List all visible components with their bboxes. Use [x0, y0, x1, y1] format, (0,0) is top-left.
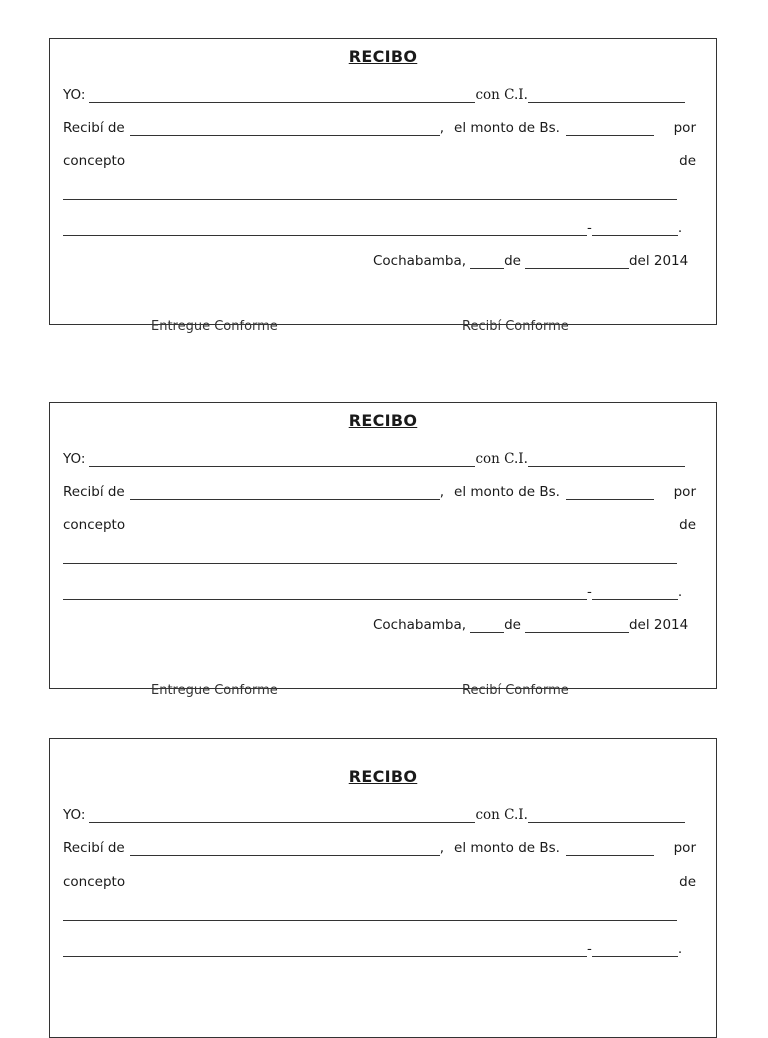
recibi-blank: [130, 843, 440, 856]
concepto-blank-2: [63, 223, 587, 236]
date-line: [373, 617, 696, 633]
recibi-blank: [130, 487, 440, 500]
concepto-label: concepto: [63, 153, 126, 169]
year-label: del 2014: [628, 617, 689, 633]
concepto-line: [63, 517, 696, 533]
comma: ,: [439, 840, 445, 856]
concepto-blank-3: [592, 944, 678, 957]
concepto-blank-line-2: [63, 584, 696, 600]
monto-blank: [566, 123, 654, 136]
comma: ,: [439, 120, 445, 136]
yo-line: [63, 87, 696, 103]
date-de: de: [504, 253, 521, 269]
de-label: de: [679, 874, 696, 890]
concepto-blank-1: [63, 908, 677, 921]
yo-blank: [89, 90, 475, 103]
ci-label: con C.I.: [475, 807, 528, 823]
concepto-blank-1: [63, 551, 677, 564]
yo-line: [63, 807, 696, 823]
concepto-line: [63, 874, 696, 890]
comma: ,: [439, 484, 445, 500]
recibi-blank: [130, 123, 440, 136]
sign-right-2: Recibí Conforme: [462, 683, 569, 698]
sign-left-1: Entregue Conforme: [151, 319, 278, 334]
day-blank: [470, 620, 504, 633]
monto-label: el monto de Bs.: [454, 120, 560, 136]
yo-line: [63, 451, 696, 467]
recibi-label: Recibí de: [63, 120, 125, 136]
yo-blank: [89, 810, 475, 823]
de-label: de: [679, 153, 696, 169]
yo-label: YO:: [63, 807, 86, 823]
por-label: por: [673, 120, 696, 136]
receipt-title: RECIBO: [348, 767, 418, 786]
de-label: de: [679, 517, 696, 533]
monto-blank: [566, 843, 654, 856]
ci-label: con C.I.: [475, 451, 528, 467]
sign-right-1: Recibí Conforme: [462, 319, 569, 334]
monto-blank: [566, 487, 654, 500]
yo-label: YO:: [63, 451, 86, 467]
recibi-line: [63, 120, 696, 136]
concepto-blank-3: [592, 223, 678, 236]
ci-label: con C.I.: [475, 87, 528, 103]
receipt-2: [49, 402, 717, 689]
ci-blank: [528, 454, 685, 467]
por-label: por: [673, 484, 696, 500]
dash: -: [587, 220, 592, 236]
concepto-blank-2: [63, 944, 587, 957]
year-label: del 2014: [628, 253, 689, 269]
receipt-title: RECIBO: [348, 411, 418, 430]
month-blank: [525, 620, 629, 633]
recibi-label: Recibí de: [63, 840, 125, 856]
concepto-blank-2: [63, 587, 587, 600]
recibi-line: [63, 840, 696, 856]
city-label: Cochabamba,: [373, 617, 467, 633]
concepto-blank-1: [63, 187, 677, 200]
monto-label: el monto de Bs.: [454, 840, 560, 856]
ci-blank: [528, 90, 685, 103]
month-blank: [525, 256, 629, 269]
receipt-1: [49, 38, 717, 325]
concepto-blank-3: [592, 587, 678, 600]
concepto-blank-line-2: [63, 941, 696, 957]
concepto-blank-line-1: [63, 551, 696, 564]
yo-blank: [89, 454, 475, 467]
recibi-line: [63, 484, 696, 500]
period: .: [677, 941, 683, 957]
dash: -: [587, 941, 592, 957]
date-de: de: [504, 617, 521, 633]
city-label: Cochabamba,: [373, 253, 467, 269]
receipt-title: RECIBO: [348, 47, 418, 66]
dash: -: [587, 584, 592, 600]
yo-label: YO:: [63, 87, 86, 103]
concepto-blank-line-1: [63, 908, 696, 921]
receipt-3: [49, 738, 717, 1038]
ci-blank: [528, 810, 685, 823]
sign-left-2: Entregue Conforme: [151, 683, 278, 698]
concepto-blank-line-1: [63, 187, 696, 200]
concepto-blank-line-2: [63, 220, 696, 236]
day-blank: [470, 256, 504, 269]
concepto-label: concepto: [63, 517, 126, 533]
concepto-label: concepto: [63, 874, 126, 890]
por-label: por: [673, 840, 696, 856]
recibi-label: Recibí de: [63, 484, 125, 500]
period: .: [677, 220, 683, 236]
concepto-line: [63, 153, 696, 169]
monto-label: el monto de Bs.: [454, 484, 560, 500]
period: .: [677, 584, 683, 600]
date-line: [373, 253, 696, 269]
